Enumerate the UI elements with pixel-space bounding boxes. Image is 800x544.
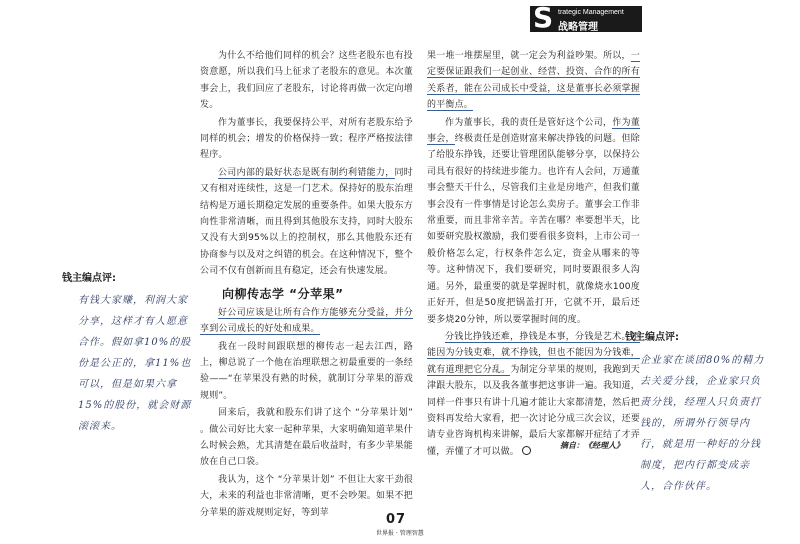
editor-note-title-left: 钱主编点评: <box>62 273 116 284</box>
highlighted-sentence: 一定要保证跟我们一起创业、经营、投资、合作的所有关系者，能在公司成长中受益，这是董事长必须掌握的平衡点。 <box>427 51 640 111</box>
article-paragraph <box>200 305 413 338</box>
editor-note-handwriting-right: 企业家在谈团80%的精力去关爱分钱，企业家只负责分钱，经理人只负责打钱的，所谓外行领导内行，就是用一种好的分钱制度，把内行都变成亲人，合作伙伴。 <box>640 355 765 492</box>
highlighted-sentence: 作为董事会， <box>427 117 640 145</box>
end-mark-icon <box>522 446 531 455</box>
editor-note-title-right: 钱主编点评: <box>625 332 679 343</box>
article-paragraph: 回来后，我就和股东们讲了这个 “分苹果计划” 。做公司好比大家一起种苹果，大家明确知道苹果什么时候会熟，尤其清楚在最后收益时，有多少苹果能放在自己口袋。 <box>200 408 413 468</box>
section-header-letter: S <box>533 1 554 34</box>
page-number: 07 <box>386 512 407 527</box>
editor-note-handwriting-left: 有钱大家赚，利润大家分享，这样才有人愿意合作。假如拿10%的股份是公正的，拿11%也可以，但是如果六拿15%的股份，就会财源滚滚来。 <box>78 295 192 432</box>
highlighted-sentence: 好公司应该是让所有合作方能够充分受益，并分享到公司成长的好处和成果。 <box>200 307 413 335</box>
article-paragraph: 为什么不给他们同样的机会？这些老股东也有投资意愿，所以我们马上征求了老股东的意见。本次董事会上，我们回应了老股东，讨论将再做一次定向增发。 <box>200 51 413 111</box>
section-header-chinese: 战略管理 <box>558 22 598 33</box>
article-paragraph: 作为董事长，我要保持公平，对所有老股东给予同样的机会；增发的价格保持一致；程序严格按法律程序。 <box>200 117 413 161</box>
article-source: 摘自：《经理人》 <box>560 440 624 450</box>
section-header-english: trategic Management <box>558 9 624 16</box>
highlighted-sentence: 公司内部的最好状态是既有制约利错能力， <box>218 167 395 178</box>
article-paragraph: 我在一段时间跟联想的柳传志一起去江西，路上，柳总说了一个他在治理联想之初最重要的一条经验——“在苹果没有熟的时候，就制订分苹果的游戏规则”。 <box>200 341 413 401</box>
paragraph-text: 同时又有相对连续性，这是一门艺术。保持好的股东治理结构是万通长期稳定发展的重要条件。如果大股东方向性非常清晰，而且得到其他股东支持，同时大股东又没有大到95%以上的控制权，那么其他股东还有协商参与以及对之纠错的机会。在这种情况下，整个公司不仅有创新而且有稳定，还会有快速发展。 <box>200 167 413 277</box>
footer-publication: 世界报 · 管理智慧 <box>376 530 424 537</box>
article-paragraph <box>427 115 640 328</box>
paragraph-text: 作为董事长，我的责任是管好这个公司， <box>445 117 613 128</box>
paragraph-text: 为制定分苹果的规则，我跑到天津跟大股东，以及我各董事把这事讲一遍。我知道，同样一件事只有讲十几遍才能让大家都清楚，然后把资料再发给大家看，把一次讨论分成三次会议，还要请专业咨询机构来讲解，最后大家都解开症结了才弄懂，弄懂了才可以做。 <box>427 364 640 457</box>
article-column-right <box>427 48 640 460</box>
section-heading: 向柳传志学 “分苹果” <box>222 286 344 301</box>
article-paragraph <box>427 48 640 114</box>
article-paragraph <box>200 165 413 280</box>
article-column-left <box>200 48 413 521</box>
article-paragraph: 我认为，这个 “分苹果计划” 不但让大家干劲很大，未来的利益也非常清晰，更不会吵架。如果不把分苹果的游戏规则定好，等到苹 <box>200 474 413 518</box>
paragraph-text: 果一堆一堆摆屋里，就一定会为利益吵架。所以， <box>427 51 631 61</box>
highlighted-sentence: 分钱比挣钱还难，挣钱是本事，分钱是艺术。不能因为分钱吏难，就不挣钱，但也不能因为分钱难，就有道理把它分乱。 <box>427 331 640 375</box>
paragraph-text: 终极责任是创造财富来解决挣钱的问题。但除了给股东挣钱，还要让管理团队能够分享，以保持公司具有很好的持续进步能力。也许有人会问，万通董事会整天干什么，尽管我们主业是房地产，但我们董事会没有一件事情是讨论怎么卖房子。董事会工作非常重要，而且非常辛苦。辛苦在哪？率要想半天，比如要研究股权激励，我们要看很多资料，上市公司一般价格怎么定，行权条件怎么定，资金从哪来的等等。这种情况下，我们要研究，同时要跟很多人沟通。另外，最重要的就是掌握时机，就像烧水100度正好开，但是50度把锅盖打开，它就不开，最后还要多烧20分钟，所以要掌握时间的度。 <box>427 134 640 325</box>
